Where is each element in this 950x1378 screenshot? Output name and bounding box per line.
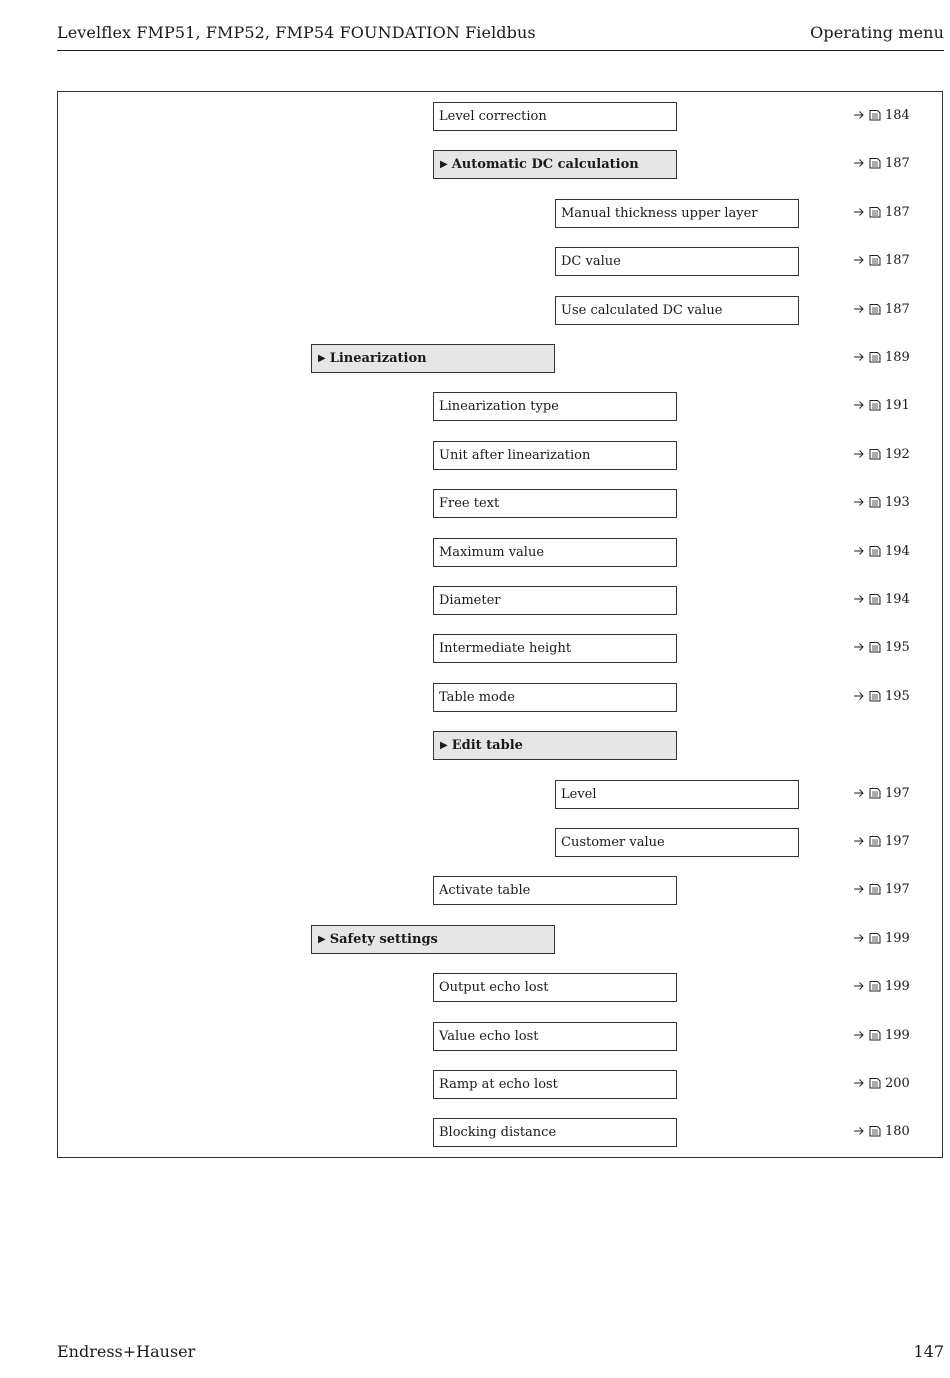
page-icon: [869, 641, 881, 653]
menu-row: [58, 441, 944, 470]
menu-item-label: Diameter: [439, 593, 501, 608]
menu-row: [58, 150, 944, 179]
page-reference[interactable]: [853, 780, 910, 809]
parameter-box[interactable]: [555, 247, 799, 276]
menu-item-label: Output echo lost: [439, 980, 549, 996]
document-title: Levelflex FMP51, FMP52, FMP54 FOUNDATION Fieldbus: [57, 23, 536, 42]
menu-item-label: Maximum value: [439, 544, 545, 560]
page-icon: [869, 932, 881, 944]
page-icon: [869, 157, 881, 169]
menu-row: [58, 538, 944, 567]
menu-row: [58, 780, 944, 809]
menu-item-label: Edit table: [451, 738, 523, 754]
page-number: 200: [885, 1076, 910, 1091]
menu-row: [58, 973, 944, 1002]
arrow-right-icon: [853, 206, 865, 218]
page-icon: [869, 303, 881, 315]
arrow-right-icon: [853, 1077, 865, 1089]
arrow-right-icon: [853, 448, 865, 460]
menu-item-label: DC value: [561, 254, 621, 270]
page-icon: [869, 351, 881, 363]
page-reference[interactable]: [853, 247, 910, 276]
parameter-box[interactable]: [433, 1070, 677, 1099]
submenu-box[interactable]: [311, 344, 555, 373]
page-reference[interactable]: [853, 634, 910, 663]
arrow-right-icon: [853, 351, 865, 363]
parameter-box[interactable]: [433, 392, 677, 421]
menu-item-label: Blocking distance: [439, 1125, 557, 1141]
page-number: 187: [885, 253, 910, 269]
page-number: 195: [885, 688, 910, 704]
parameter-box[interactable]: [433, 683, 677, 712]
parameter-box[interactable]: [433, 586, 677, 615]
menu-item-label: Automatic DC calculation: [451, 157, 639, 173]
menu-item-label: Level: [561, 786, 597, 802]
menu-row: [58, 344, 944, 373]
page-icon: [869, 593, 881, 605]
page-reference[interactable]: [853, 925, 910, 954]
page-icon: [869, 545, 881, 557]
parameter-box[interactable]: [555, 296, 799, 325]
page-reference[interactable]: [853, 392, 910, 421]
page-number: 187: [885, 156, 910, 172]
menu-item-label: Value echo lost: [439, 1028, 539, 1044]
page-reference[interactable]: [853, 538, 910, 567]
page-number: 199: [885, 1027, 910, 1043]
arrow-right-icon: [853, 835, 865, 847]
page-reference[interactable]: [853, 1022, 910, 1051]
parameter-box[interactable]: [433, 1022, 677, 1051]
page-number: 184: [885, 108, 910, 123]
arrow-right-icon: [853, 303, 865, 315]
page-icon: [869, 1125, 881, 1137]
arrow-right-icon: [853, 254, 865, 266]
menu-row: [58, 876, 944, 905]
arrow-right-icon: [853, 399, 865, 411]
menu-row: [58, 1022, 944, 1051]
page-reference[interactable]: [853, 102, 910, 131]
parameter-box[interactable]: [433, 634, 677, 663]
page-reference[interactable]: [853, 150, 910, 179]
submenu-triangle-icon: ▶: [440, 740, 448, 752]
page-number: 197: [885, 882, 910, 898]
arrow-right-icon: [853, 690, 865, 702]
parameter-box[interactable]: [433, 102, 677, 131]
arrow-right-icon: [853, 593, 865, 605]
arrow-right-icon: [853, 932, 865, 944]
menu-row: [58, 586, 944, 615]
menu-item-label: Activate table: [439, 883, 531, 899]
page-number: 192: [885, 446, 910, 462]
parameter-box[interactable]: [555, 199, 799, 228]
page-number: 197: [885, 785, 910, 801]
page-icon: [869, 109, 881, 121]
page-number: 187: [885, 204, 910, 220]
footer-brand: Endress+Hauser: [57, 1342, 196, 1361]
arrow-right-icon: [853, 787, 865, 799]
page-reference[interactable]: [853, 344, 910, 373]
footer-page-number: 147: [913, 1342, 944, 1361]
menu-row: [58, 683, 944, 712]
submenu-triangle-icon: ▶: [318, 353, 326, 364]
menu-row: [58, 199, 944, 228]
section-title: Operating menu: [810, 23, 944, 42]
page-number: 189: [885, 350, 910, 365]
menu-row: [58, 489, 944, 518]
parameter-box[interactable]: [433, 1118, 677, 1147]
submenu-box[interactable]: [311, 925, 555, 954]
page-reference[interactable]: [853, 876, 910, 905]
arrow-right-icon: [853, 1125, 865, 1137]
page-reference[interactable]: [853, 973, 910, 1002]
page-number: 194: [885, 592, 910, 607]
page-number: 191: [885, 398, 910, 414]
page-number: 197: [885, 834, 910, 849]
page-number: 180: [885, 1124, 910, 1140]
menu-row: [58, 392, 944, 421]
page-icon: [869, 496, 881, 508]
menu-item-label: Table mode: [439, 689, 515, 705]
page-reference[interactable]: [853, 828, 910, 857]
menu-row: [58, 925, 944, 954]
arrow-right-icon: [853, 545, 865, 557]
menu-row: [58, 296, 944, 325]
menu-item-label: Customer value: [561, 835, 665, 850]
submenu-box[interactable]: [433, 150, 677, 179]
page-reference[interactable]: [853, 199, 910, 228]
page-icon: [869, 1029, 881, 1041]
page-icon: [869, 883, 881, 895]
page-reference[interactable]: [853, 683, 910, 712]
page-icon: [869, 399, 881, 411]
menu-item-label: Ramp at echo lost: [439, 1077, 558, 1092]
page-icon: [869, 980, 881, 992]
menu-item-label: Manual thickness upper layer: [561, 205, 758, 221]
parameter-box[interactable]: [433, 538, 677, 567]
menu-row: [58, 102, 944, 131]
page-icon: [869, 254, 881, 266]
menu-item-label: Free text: [439, 496, 500, 512]
submenu-triangle-icon: ▶: [440, 159, 448, 171]
arrow-right-icon: [853, 1029, 865, 1041]
page-icon: [869, 690, 881, 702]
menu-row: [58, 1070, 944, 1099]
page-reference[interactable]: [853, 1070, 910, 1099]
menu-item-label: Linearization: [329, 351, 427, 366]
menu-item-label: Level correction: [439, 109, 547, 124]
arrow-right-icon: [853, 641, 865, 653]
page-header: [57, 20, 944, 51]
page-reference[interactable]: [853, 1118, 910, 1147]
menu-item-label: Intermediate height: [439, 641, 572, 657]
menu-row: [58, 247, 944, 276]
page-icon: [869, 1077, 881, 1089]
submenu-triangle-icon: ▶: [318, 933, 326, 945]
page-number: 195: [885, 640, 910, 656]
menu-row: [58, 731, 944, 760]
page-icon: [869, 448, 881, 460]
arrow-right-icon: [853, 109, 865, 121]
menu-row: [58, 828, 944, 857]
page-reference[interactable]: [853, 586, 910, 615]
parameter-box[interactable]: [433, 876, 677, 905]
menu-item-label: Safety settings: [329, 931, 438, 947]
page-reference[interactable]: [853, 441, 910, 470]
arrow-right-icon: [853, 496, 865, 508]
submenu-box[interactable]: [433, 731, 677, 760]
arrow-right-icon: [853, 157, 865, 169]
arrow-right-icon: [853, 883, 865, 895]
page-reference[interactable]: [853, 296, 910, 325]
menu-row: [58, 634, 944, 663]
parameter-box[interactable]: [433, 489, 677, 518]
parameter-box[interactable]: [555, 828, 799, 857]
page-icon: [869, 787, 881, 799]
menu-row: [58, 1118, 944, 1147]
page-number: 193: [885, 495, 910, 511]
menu-item-label: Use calculated DC value: [561, 302, 723, 318]
menu-item-label: Unit after linearization: [439, 447, 591, 463]
parameter-box[interactable]: [433, 441, 677, 470]
page-reference[interactable]: [853, 489, 910, 518]
parameter-box[interactable]: [555, 780, 799, 809]
page-number: 194: [885, 543, 910, 559]
parameter-box[interactable]: [433, 973, 677, 1002]
page-number: 199: [885, 930, 910, 946]
arrow-right-icon: [853, 980, 865, 992]
menu-item-label: Linearization type: [439, 399, 559, 415]
menu-tree-frame: [57, 91, 943, 1158]
page-icon: [869, 206, 881, 218]
page-number: 199: [885, 979, 910, 995]
page-number: 187: [885, 301, 910, 317]
page-icon: [869, 835, 881, 847]
